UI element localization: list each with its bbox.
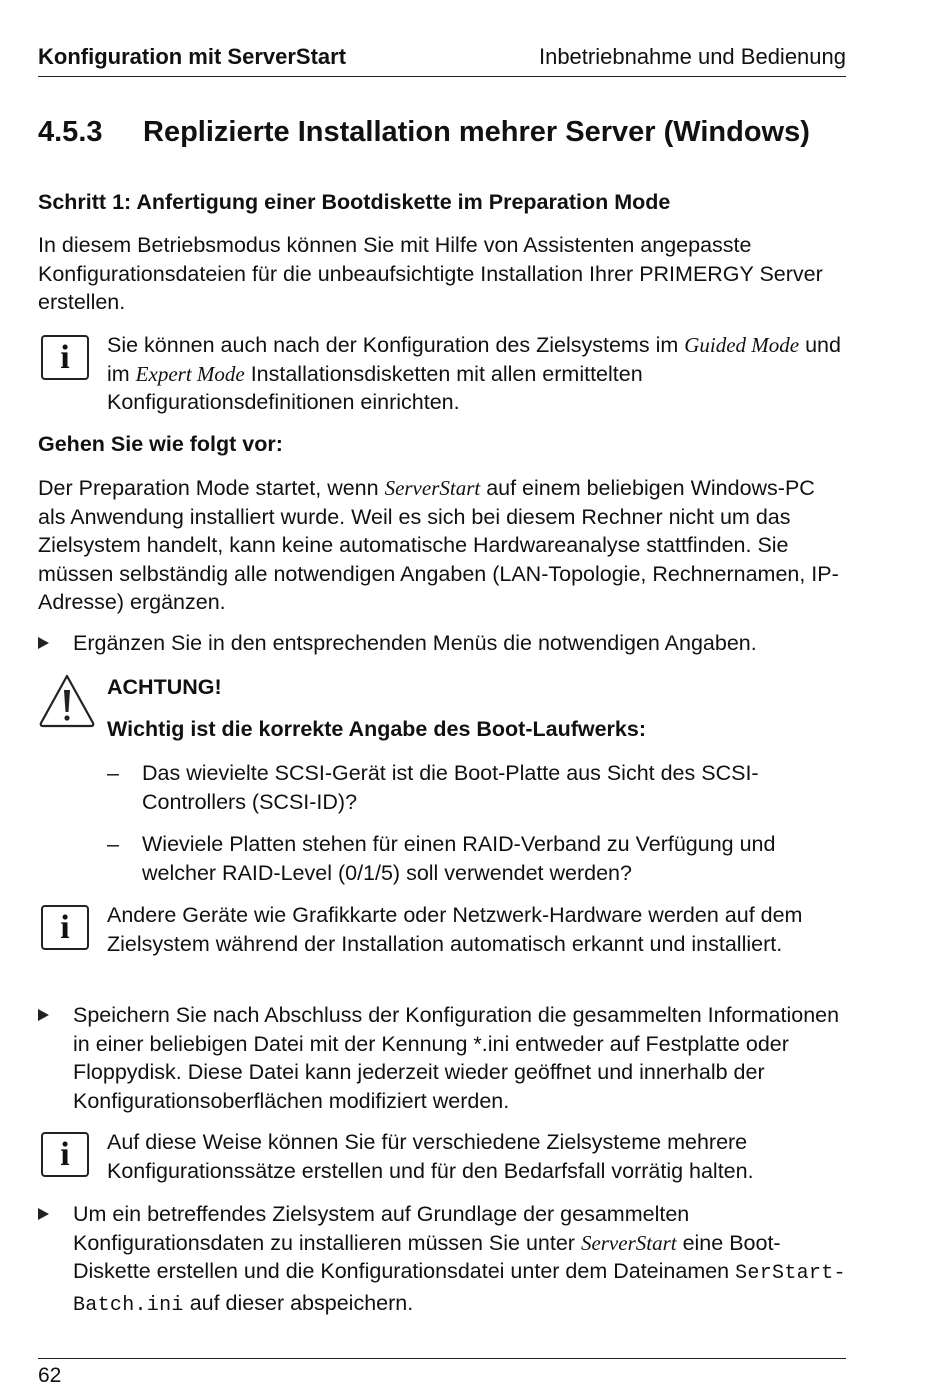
header-chapter: Konfiguration mit ServerStart — [38, 44, 347, 69]
running-header — [38, 44, 846, 77]
preparation-paragraph: Der Preparation Mode startet, wenn ServerStart auf einem beliebigen Windows-PC als Anwendung installiert wurde. Weil es sich bei diesem Rechner nicht um das Zielsystem handelt, kann keine automatische Hardwareanalyse stattfinden. Sie müssen selbständig alle notwendigen Angaben (LAN-Topologie, Rechnernamen, IP-Adresse) ergänzen. — [38, 476, 839, 615]
bullet-arrow-icon — [38, 1208, 49, 1220]
dash-marker: – — [107, 832, 119, 856]
bullet-text: Speichern Sie nach Abschluss der Konfiguration die gesammelten Informationen in einer beliebigen Datei mit der Kennung *.ini entweder auf Festplatte oder Floppydisk. Diese Datei kann jederzeit wieder geöffnet und innerhalb der Konfigurationsoberflächen modifiziert werden. — [73, 1003, 840, 1113]
section-number: 4.5.3 — [38, 116, 103, 148]
bullet-arrow-icon — [38, 1009, 49, 1021]
warning-subtitle: Wichtig ist die korrekte Angabe des Boot-Laufwerks: — [107, 717, 646, 741]
dash-marker: – — [107, 761, 119, 785]
warning-item-text: Wieviele Platten stehen für einen RAID-Verband zu Verfügung und welcher RAID-Level (0/1/5) soll verwendet werden? — [142, 832, 776, 885]
bullet-text: Um ein betreffendes Zielsystem auf Grundlage der gesammelten Konfigurationsdaten zu installieren müssen Sie unter ServerStart eine Boot-Diskette erstellen und die Konfigurationsdatei unter dem Dateinamen SerStart-Batch.ini auf dieser abspeichern. — [73, 1202, 846, 1317]
info-icon: i — [41, 335, 89, 380]
section-title: Replizierte Installation mehrer Server (Windows) — [143, 116, 810, 148]
step1-heading: Schritt 1: Anfertigung einer Bootdiskette im Preparation Mode — [38, 190, 671, 214]
info-icon: i — [41, 1132, 89, 1177]
warning-icon — [38, 673, 96, 729]
warning-item-text: Das wievielte SCSI-Gerät ist die Boot-Platte aus Sicht des SCSI-Controllers (SCSI-ID)? — [142, 761, 759, 814]
document-page — [38, 0, 846, 1387]
footer-rule — [38, 1358, 846, 1359]
note-text: Sie können auch nach der Konfiguration des Zielsystems im Guided Mode und im Expert Mode Installationsdisketten mit allen ermittelten Konfigurationsdefinitionen einrichten. — [107, 333, 841, 415]
page-number: 62 — [38, 1364, 62, 1387]
bullet-arrow-icon — [38, 637, 49, 649]
proceed-heading: Gehen Sie wie folgt vor: — [38, 432, 283, 456]
intro-paragraph: In diesem Betriebsmodus können Sie mit Hilfe von Assistenten angepasste Konfigurationsdateien für die unbeaufsichtigte Installation Ihrer PRIMERGY Server erstellen. — [38, 233, 823, 315]
section-heading — [38, 116, 810, 149]
bullet-text: Ergänzen Sie in den entsprechenden Menüs die notwendigen Angaben. — [73, 631, 757, 655]
header-section: Inbetriebnahme und Bedienung — [538, 44, 846, 69]
info-icon: i — [41, 905, 89, 950]
note-text: Andere Geräte wie Grafikkarte oder Netzwerk-Hardware werden auf dem Zielsystem während der Installation automatisch erkannt und installiert. — [107, 903, 803, 956]
warning-title: ACHTUNG! — [107, 675, 222, 699]
note-text: Auf diese Weise können Sie für verschiedene Zielsysteme mehrere Konfigurationssätze erstellen und für den Bedarfsfall vorrätig halten. — [107, 1130, 754, 1183]
